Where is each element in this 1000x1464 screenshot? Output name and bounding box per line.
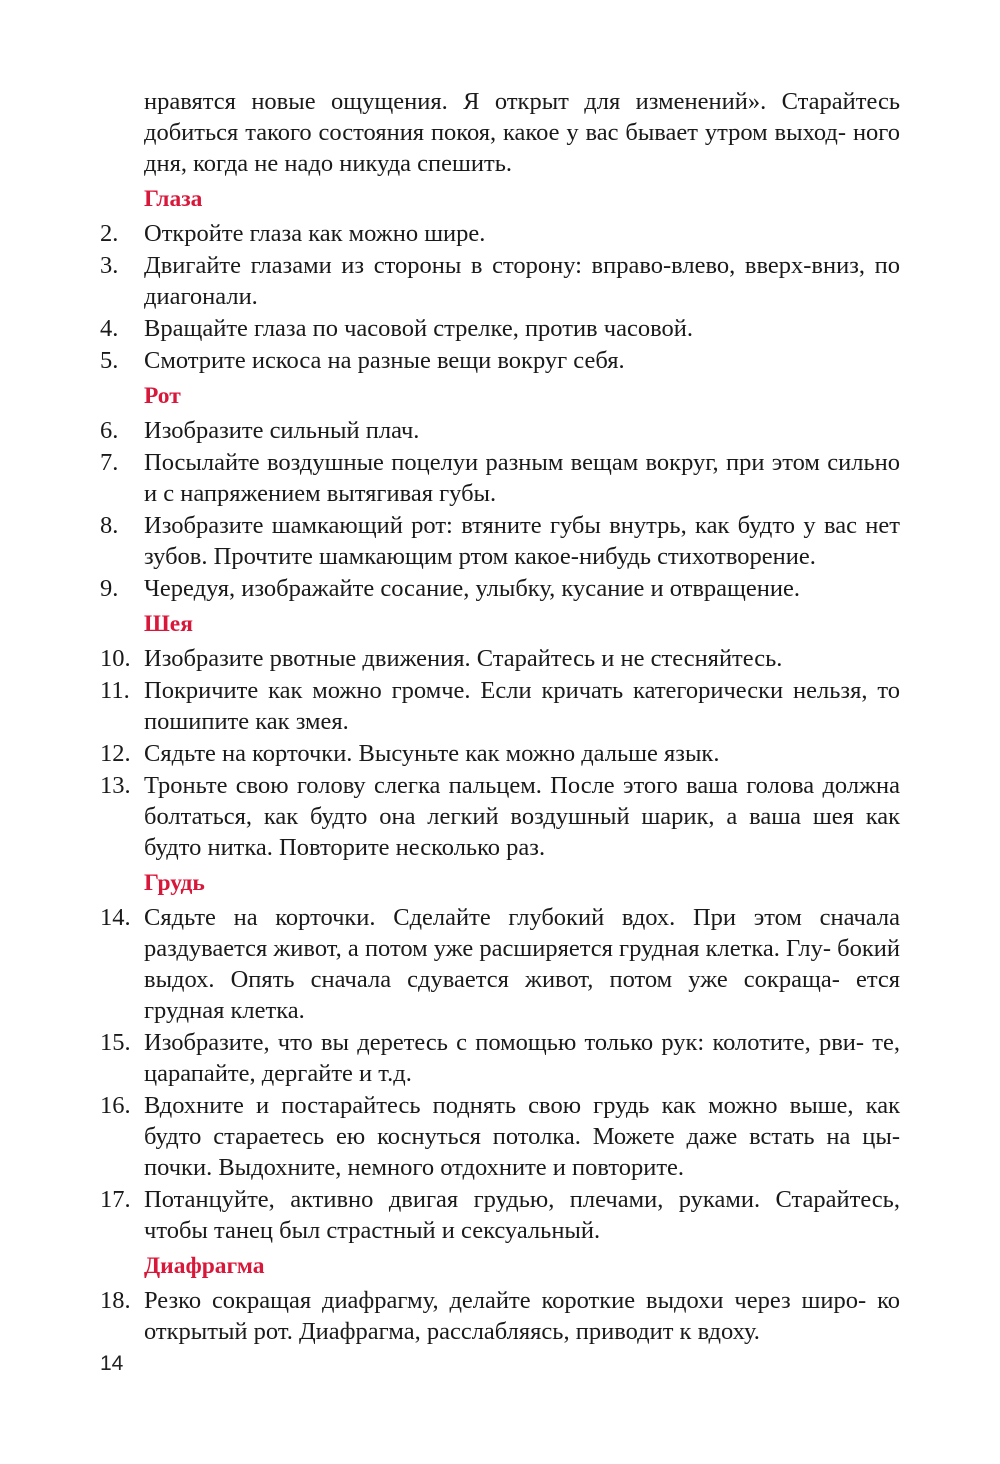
exercise-text: [144, 345, 900, 376]
exercise-number: 5.: [100, 347, 119, 374]
exercise-text-line: Вращайте глаза по часовой стрелке, против часовой.: [144, 315, 693, 342]
exercise-text: [144, 770, 900, 863]
exercise-number: 2.: [100, 220, 119, 247]
section-heading: Шея: [144, 611, 193, 637]
exercise-text-line: ется грудная клетка.: [144, 966, 900, 1024]
exercise-item: [100, 770, 900, 863]
exercise-number: 6.: [100, 417, 119, 444]
exercise-text-line: Изобразите рвотные движения. Старайтесь и не стесняйтесь.: [144, 645, 783, 672]
exercise-number: 12.: [100, 740, 131, 767]
intro-line: нравятся новые ощущения. Я открыт для изменений». Старайтесь: [144, 88, 900, 115]
exercise-number: 15.: [100, 1029, 131, 1056]
exercise-number: 11.: [100, 677, 130, 704]
exercise-number: 3.: [100, 252, 119, 279]
exercise-text: [144, 313, 900, 344]
exercise-text-line: зубов. Прочтите шамкающим ртом какое-нибудь стихотворение.: [144, 543, 816, 570]
page-number: 14: [100, 1352, 124, 1375]
exercise-text-line: Вдохните и постарайтесь поднять свою грудь как можно выше, как: [144, 1092, 900, 1119]
exercise-text: [144, 1027, 900, 1089]
exercise-text: [144, 675, 900, 737]
exercise-text-line: Изобразите сильный плач.: [144, 417, 420, 444]
exercise-text-line: Изобразите, что вы деретесь с помощью только рук: колотите, рви-: [144, 1029, 865, 1056]
exercise-item: [100, 902, 900, 1026]
exercise-number: 8.: [100, 512, 119, 539]
exercise-number: 4.: [100, 315, 119, 342]
exercise-item: [100, 1184, 900, 1246]
page-content: [100, 86, 900, 1348]
exercise-text: [144, 1090, 900, 1183]
exercise-item: [100, 345, 900, 376]
section-heading: Рот: [144, 383, 181, 409]
exercise-text-line: сильно и с напряжением вытягивая губы.: [144, 449, 900, 507]
exercise-item: [100, 675, 900, 737]
exercise-text-line: почки. Выдохните, немного отдохните и повторите.: [144, 1154, 685, 1181]
intro-line: добиться такого состояния покоя, какое у вас бывает утром выход-: [144, 119, 847, 146]
exercise-text-line: Смотрите искоса на разные вещи вокруг себя.: [144, 347, 625, 374]
exercise-text-line: Откройте глаза как можно шире.: [144, 220, 486, 247]
exercise-number: 16.: [100, 1092, 131, 1119]
exercise-text-line: шея как будто нитка. Повторите несколько раз.: [144, 803, 901, 861]
exercise-text-line: Сядьте на корточки. Высуньте как можно дальше язык.: [144, 740, 720, 767]
exercise-item: [100, 1285, 900, 1347]
exercise-number: 14.: [100, 904, 131, 931]
exercise-item: [100, 643, 900, 674]
exercise-item: [100, 573, 900, 604]
exercise-text-line: ко открытый рот. Диафрагма, расслабляясь, приводит к вдоху.: [144, 1287, 900, 1345]
exercise-text-line: будто стараетесь ею коснуться потолка. Можете даже встать на цы-: [144, 1123, 900, 1150]
exercise-text-line: Изобразите шамкающий рот: втяните губы внутрь, как будто у вас нет: [144, 512, 900, 539]
exercise-text-line: Потанцуйте, активно двигая грудью, плечами, руками. Старайтесь,: [144, 1186, 900, 1213]
section-heading: Глаза: [144, 186, 203, 212]
exercise-item: [100, 738, 900, 769]
exercise-number: 13.: [100, 772, 131, 799]
exercise-text-line: бокий выдох. Опять сначала сдувается живот, потом уже сокраща-: [144, 935, 901, 993]
exercise-item: [100, 1027, 900, 1089]
exercise-text: [144, 738, 900, 769]
exercise-text-line: Резко сокращая диафрагму, делайте короткие выдохи через широ-: [144, 1287, 867, 1314]
exercise-text: [144, 902, 900, 1026]
exercise-item: [100, 1090, 900, 1183]
exercise-number: 7.: [100, 449, 119, 476]
intro-paragraph: [100, 86, 900, 179]
section-heading: Грудь: [144, 870, 205, 896]
exercise-text-line: то пошипите как змея.: [144, 677, 901, 735]
exercise-text-line: Сядьте на корточки. Сделайте глубокий вдох. При этом сначала: [144, 904, 900, 931]
exercise-item: [100, 510, 900, 572]
exercise-item: [100, 313, 900, 344]
exercise-text-line: раздувается живот, а потом уже расширяется грудная клетка. Глу-: [144, 935, 831, 962]
exercise-text: [144, 447, 900, 509]
exercise-number: 18.: [100, 1287, 131, 1314]
exercise-item: [100, 218, 900, 249]
exercise-item: [100, 250, 900, 312]
exercise-text: [144, 415, 900, 446]
exercise-text: [144, 573, 900, 604]
section-heading: Диафрагма: [144, 1253, 265, 1279]
exercise-number: 10.: [100, 645, 131, 672]
exercise-text-line: Посылайте воздушные поцелуи разным вещам вокруг, при этом: [144, 449, 820, 476]
exercise-item: [100, 415, 900, 446]
intro-line: ного дня, когда не надо никуда спешить.: [144, 119, 900, 177]
exercise-text-line: должна болтаться, как будто она легкий воздушный шарик, а ваша: [144, 772, 900, 830]
exercise-text: [144, 1285, 900, 1347]
exercise-text: [144, 218, 900, 249]
exercise-text: [144, 1184, 900, 1246]
exercise-text-line: по диагонали.: [144, 252, 901, 310]
exercise-number: 9.: [100, 575, 119, 602]
exercise-item: [100, 447, 900, 509]
exercise-text-line: Двигайте глазами из стороны в сторону: вправо-влево, вверх-вниз,: [144, 252, 866, 279]
exercise-text-line: чтобы танец был страстный и сексуальный.: [144, 1217, 601, 1244]
exercise-text: [144, 643, 900, 674]
exercise-text: [144, 510, 900, 572]
exercise-text-line: Троньте свою голову слегка пальцем. После этого ваша голова: [144, 772, 815, 799]
exercise-text: [144, 250, 900, 312]
exercise-text-line: те, царапайте, дергайте и т.д.: [144, 1029, 900, 1087]
exercise-text-line: Покричите как можно громче. Если кричать категорически нельзя,: [144, 677, 868, 704]
exercise-number: 17.: [100, 1186, 131, 1213]
exercise-text-line: Чередуя, изображайте сосание, улыбку, кусание и отвращение.: [144, 575, 800, 602]
